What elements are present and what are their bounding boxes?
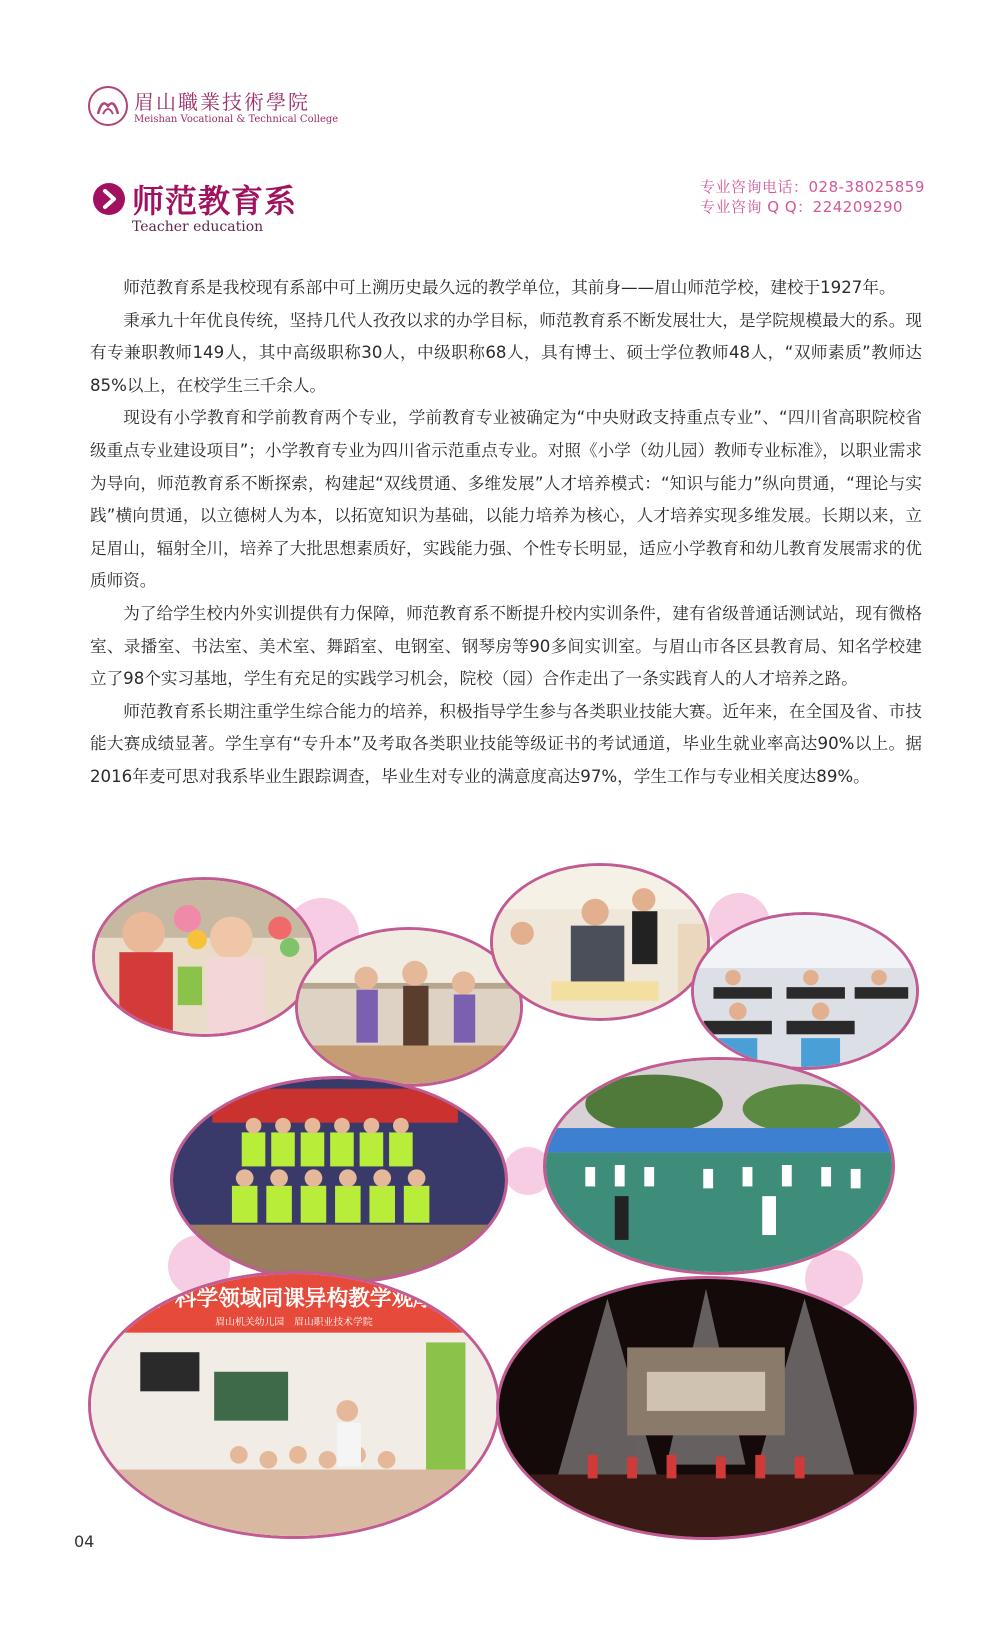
- paragraph: 秉承九十年优良传统，坚持几代人孜孜以求的办学目标，师范教育系不断发展壮大，是学院规模最大的系。现有专兼职教师149人，其中高级职称30人，中级职称68人，具有博士、硕士学位教师48人，“双师素质”教师达85%以上，在校学生三千余人。: [90, 310, 922, 395]
- college-logo: [88, 84, 348, 136]
- photo-students-flowers: [92, 877, 317, 1037]
- paragraph: 师范教育系是我校现有系部中可上溯历史最久远的教学单位，其前身——眉山师范学校，建校于1927年。: [123, 278, 896, 297]
- college-emblem-icon: [88, 86, 128, 126]
- section-title: 师范教育系: [132, 182, 298, 220]
- photo-competition-team: [170, 1076, 508, 1284]
- paragraph: 师范教育系长期注重学生综合能力的培养，积极指导学生参与各类职业技能大赛。近年来，在全国及省、市技能大赛成绩显著。学生享有“专升本”及考取各类职业技能等级证书的考试通道，毕业生就业率高达90%以上。据2016年麦可思对我系毕业生跟踪调查，毕业生对专业的满意度高达97%，学生工作与专业相关度达89%。: [90, 701, 922, 786]
- photo-calligraphy-class: [490, 863, 710, 1021]
- photo-stage-performance: [496, 1276, 917, 1540]
- photo-kindergarten-class: [88, 1271, 500, 1539]
- section-subtitle: Teacher education: [132, 219, 264, 235]
- page-number: 04: [74, 1532, 95, 1551]
- photo-outdoor-exercise: [543, 1057, 895, 1275]
- contact-phone: 专业咨询电话：028-38025859: [700, 178, 925, 196]
- photo-piano-room: [691, 912, 919, 1070]
- body-text: [90, 272, 922, 794]
- paragraph: 现设有小学教育和学前教育两个专业，学前教育专业被确定为“中央财政支持重点专业”、“四川省高职院校省级重点专业建设项目”；小学教育专业为四川省示范重点专业。对照《小学（幼儿园）教师专业标准》，以职业需求为导向，师范教育系不断探索，构建起“双线贯通、多维发展”人才培养模式：“知识与能力”纵向贯通，“理论与实践”横向贯通，以立德树人为本，以拓宽知识为基础，以能力培养为核心，人才培养实现多维发展。长期以来，立足眉山，辐射全川，培养了大批思想素质好，实践能力强、个性专长明显，适应小学教育和幼儿教育发展需求的优质师资。: [90, 408, 922, 591]
- chevron-right-icon: [93, 183, 125, 215]
- banner-sub-text: 眉山机关幼儿园 眉山职业技术学院: [215, 1316, 373, 1328]
- paragraph: 为了给学生校内外实训提供有力保障，师范教育系不断提升校内实训条件，建有省级普通话测试站，现有微格室、录播室、书法室、美术室、舞蹈室、电钢室、钢琴房等90多间实训室。与眉山市各区县教育局、知名学校建立了98个实习基地，学生有充足的实践学习机会，院校（园）合作走出了一条实践育人的人才培养之路。: [90, 603, 922, 689]
- photo-dance-class: [295, 927, 523, 1087]
- logo-english-name: Meishan Vocational & Technical College: [134, 114, 339, 125]
- contact-qq: 专业咨询 Q Q：224209290: [700, 198, 904, 216]
- logo-chinese-name: 眉山職業技術學院: [134, 90, 310, 114]
- banner-text: 艺术、科学领域同课异构教学观摩活动: [109, 1286, 479, 1312]
